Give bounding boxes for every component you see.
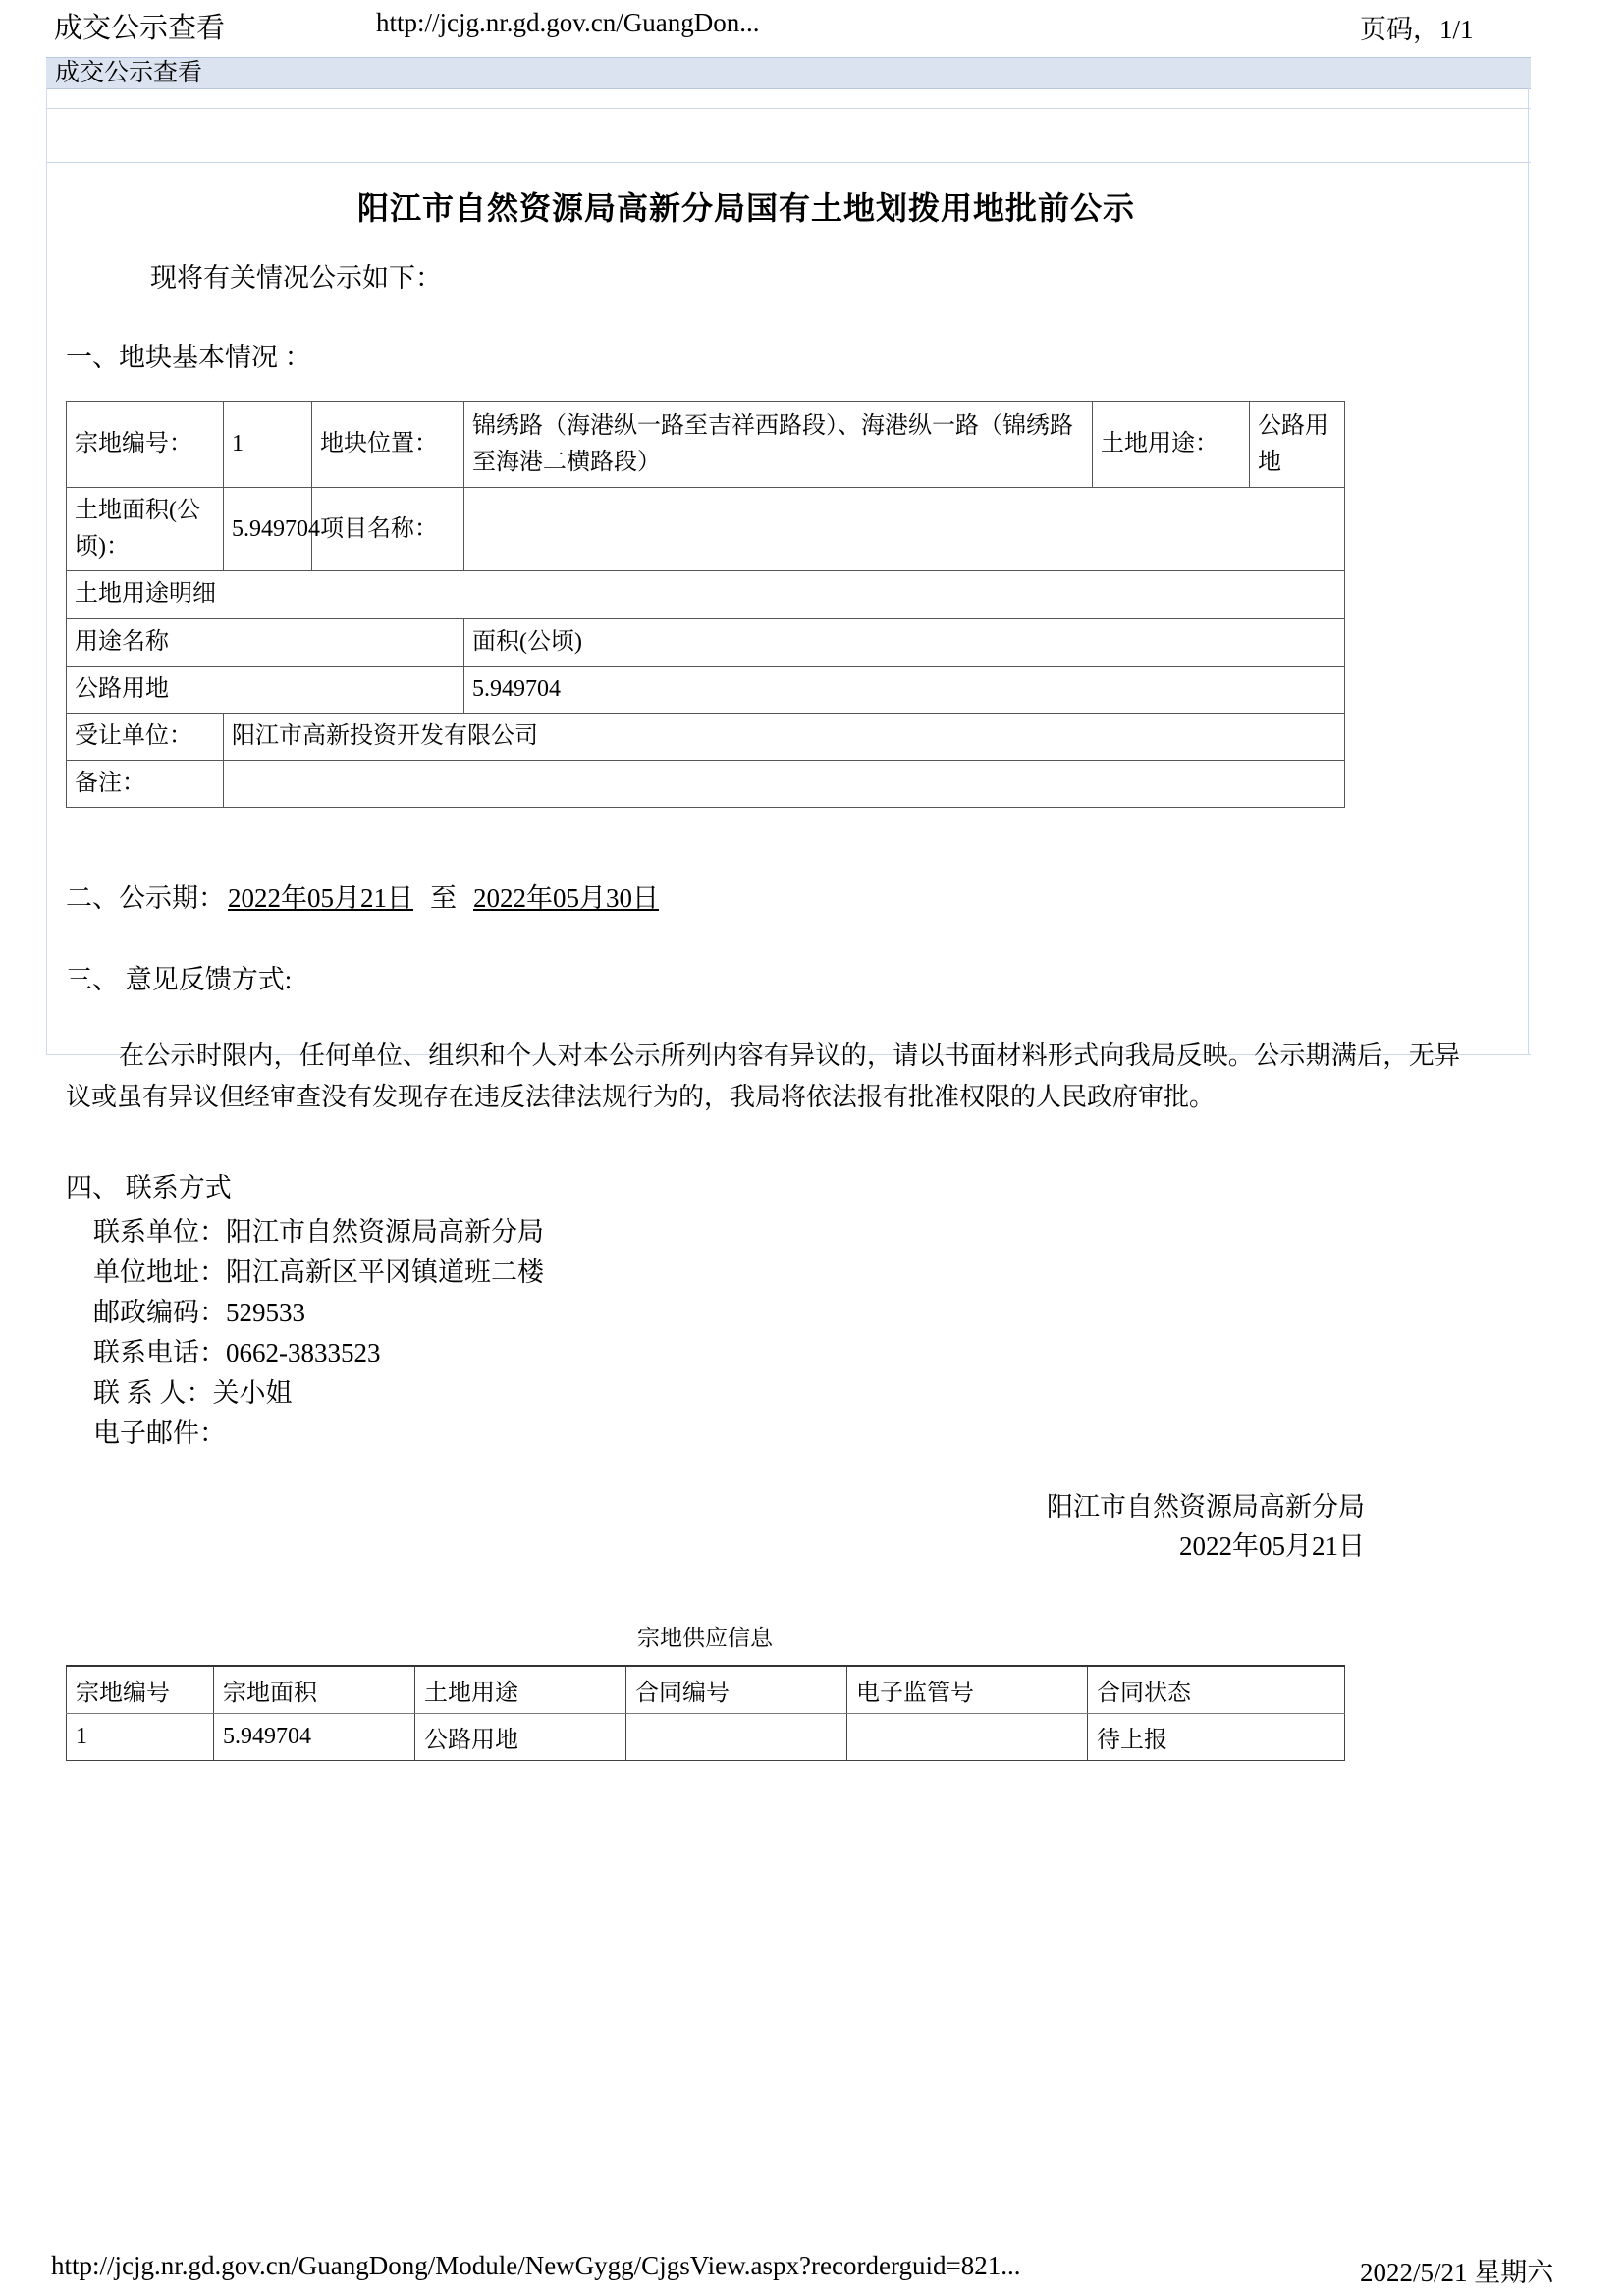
area-value: 5.949704: [224, 488, 312, 571]
land-use-value: 公路用地: [1250, 402, 1345, 488]
cell-contract-status: 待上报: [1088, 1713, 1345, 1760]
print-header-title: 成交公示查看: [54, 13, 226, 44]
table-row: [67, 488, 1345, 571]
signature-date: 2022年05月21日: [1179, 1531, 1365, 1562]
section-heading-4: 四、 联系方式: [66, 1172, 232, 1202]
project-value: [464, 488, 1345, 571]
table-row: [67, 761, 1345, 808]
page-title-band: [46, 57, 1531, 89]
parcel-no-label: 宗地编号：: [67, 402, 224, 488]
column-header-land-use: 土地用途: [415, 1666, 626, 1714]
area-label: 土地面积(公顷)：: [67, 488, 224, 571]
contact-email: 电子邮件：: [93, 1417, 226, 1448]
signature-org: 阳江市自然资源局高新分局: [1047, 1491, 1365, 1522]
print-header: [0, 0, 1624, 55]
publicity-start-date: 2022年05月21日: [228, 883, 413, 914]
feedback-paragraph: 在公示时限内，任何单位、组织和个人对本公示所列内容有异议的，请以书面材料形式向我局反映。公示期满后，无异议或虽有异议但经审查没有发现存在违反法律法规行为的，我局将依法报有批准权限的人民政府审批。: [66, 1041, 1460, 1112]
cell-supervision-no: [847, 1713, 1088, 1760]
content-divider-top: [46, 108, 1531, 109]
use-detail-header: 土地用途明细: [67, 571, 1345, 618]
column-header-supervision-no: 电子监管号: [847, 1666, 1088, 1714]
land-use-label: 土地用途：: [1093, 402, 1250, 488]
section-heading-3: 三、 意见反馈方式:: [66, 965, 293, 995]
lead-paragraph: 现将有关情况公示如下：: [150, 263, 442, 293]
contact-unit: 联系单位：阳江市自然资源局高新分局: [93, 1216, 544, 1247]
print-header-url: http://jcjg.nr.gd.gov.cn/GuangDon...: [376, 8, 760, 37]
cell-contract-no: [626, 1713, 847, 1760]
print-footer: [0, 2241, 1624, 2296]
table-row: [67, 713, 1345, 760]
cell-parcel-area: 5.949704: [214, 1713, 415, 1760]
column-header-parcel-area: 宗地面积: [214, 1666, 415, 1714]
section-heading-1: 一、地块基本情况 ：: [66, 343, 311, 372]
publicity-end-date: 2022年05月30日: [473, 883, 659, 914]
table-row: [67, 666, 1345, 713]
table-row: [67, 402, 1345, 488]
grantee-value: 阳江市高新投资开发有限公司: [224, 713, 1345, 760]
use-area-header: 面积(公顷): [464, 618, 1345, 666]
column-header-parcel-no: 宗地编号: [67, 1666, 214, 1714]
use-area-value: 5.949704: [464, 666, 1345, 713]
document-body: [66, 162, 1488, 1761]
contact-address: 单位地址：阳江高新区平冈镇道班二楼: [93, 1256, 544, 1287]
supply-table-caption: 宗地供应信息: [637, 1625, 773, 1650]
table-row: [67, 1713, 1345, 1760]
project-label: 项目名称：: [312, 488, 464, 571]
publicity-period-connector: 至: [430, 883, 457, 914]
publicity-period-prefix: 二、公示期：: [66, 883, 225, 914]
print-footer-url: http://jcjg.nr.gd.gov.cn/GuangDong/Module/NewGygg/CjgsView.aspx?recorderguid=821...: [51, 2251, 1021, 2280]
contact-phone: 联系电话：0662-3833523: [93, 1337, 381, 1367]
column-header-contract-status: 合同状态: [1088, 1666, 1345, 1714]
parcel-no-value: 1: [224, 402, 312, 488]
contact-list: [93, 1212, 1488, 1454]
table-row: [67, 618, 1345, 666]
page-title: 阳江市自然资源局高新分局国有土地划拨用地批前公示: [356, 190, 1135, 226]
print-header-page-number: 页码，1/1: [1360, 15, 1474, 44]
signature-block: [93, 1487, 1488, 1567]
page-title-band-label: 成交公示查看: [55, 60, 203, 86]
table-row: [67, 571, 1345, 618]
print-footer-date: 2022/5/21 星期六: [1360, 2258, 1554, 2287]
grantee-label: 受让单位：: [67, 713, 224, 760]
use-name-header: 用途名称: [67, 618, 464, 666]
table-header-row: [67, 1666, 1345, 1714]
remark-value: [224, 761, 1345, 808]
supply-info-table: [66, 1665, 1345, 1761]
contact-postcode: 邮政编码：529533: [93, 1297, 305, 1327]
cell-parcel-no: 1: [67, 1713, 214, 1760]
use-name-value: 公路用地: [67, 666, 464, 713]
location-value: 锦绣路（海港纵一路至吉祥西路段）、海港纵一路（锦绣路至海港二横路段）: [464, 402, 1093, 488]
column-header-contract-no: 合同编号: [626, 1666, 847, 1714]
location-label: 地块位置：: [312, 402, 464, 488]
remark-label: 备注：: [67, 761, 224, 808]
contact-person: 联 系 人：关小姐: [93, 1377, 293, 1408]
cell-land-use: 公路用地: [415, 1713, 626, 1760]
parcel-info-table: [66, 401, 1345, 808]
publicity-period: [66, 877, 1488, 915]
